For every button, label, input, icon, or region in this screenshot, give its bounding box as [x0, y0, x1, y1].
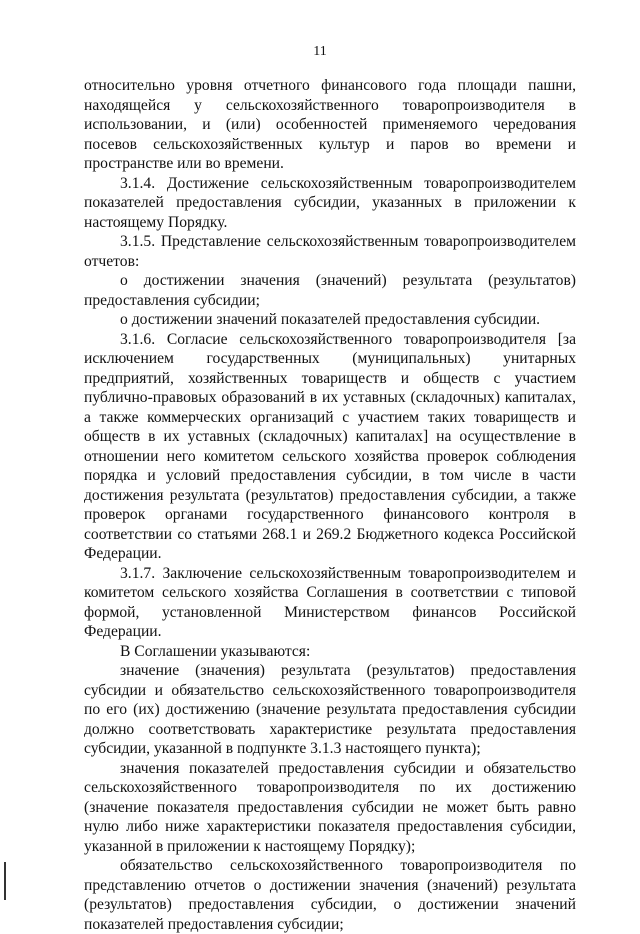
paragraph-agreement-result-value: значение (значения) результата (результатов) предоставления субсидии и обязательство сельскохозяйственного товаропроизводителя по его (их) достижению (значение результата предоставления субсидии должно соответствовать характеристике результата предоставления субсидии, указанной в подпункте 3.1.3 настоящего пункта);: [84, 662, 576, 757]
paragraph-agreement-indicator-values: значения показателей предоставления субсидии и обязательство сельскохозяйственного товаропроизводителя по их достижению (значение показателя предоставления субсидии не может быть равно нулю либо ниже характеристики показателя предоставления субсидии, указанной в приложении к настоящему Порядку);: [84, 759, 576, 855]
paragraph-3-1-7: 3.1.7. Заключение сельскохозяйственным товаропроизводителем и комитетом сельского хозяйства Соглашения в соответствии с типовой формой, установленной Министерством финансов Российской Федерации.: [84, 564, 576, 640]
paragraph-report-indicators: о достижении значений показателей предоставления субсидии.: [120, 311, 541, 328]
paragraph-3-1-6: 3.1.6. Согласие сельскохозяйственного товаропроизводителя [за исключением государственных (муниципальных) унитарных предприятий, хозяйственных товариществ и обществ с участием публично-правовых образований в их уставных (складочных) капиталах, а также коммерческих организаций с участием таких товариществ и обществ в их уставных (складочных) капиталах] на осуществление в отношении него комитетом сельского хозяйства проверок соблюдения порядка и условий предоставления субсидии, в том числе в части достижения результата (результатов) предоставления субсидии, а также проверок органами государственного финансового контроля в соответствии со статьями 268.1 и 269.2 Бюджетного кодекса Российской Федерации.: [84, 330, 576, 562]
paragraph-continuation: относительно уровня отчетного финансового года площади пашни, находящейся у сельскохозяйственного товаропроизводителя в использовании, и (или) особенностей применяемого чередования посевов сельскохозяйственных культур и паров во времени и пространстве или во времени.: [84, 77, 576, 172]
paragraph-agreement-intro: В Соглашении указываются:: [120, 642, 311, 660]
document-body: [84, 76, 576, 934]
paragraph-3-1-5: 3.1.5. Представление сельскохозяйственным товаропроизводителем отчетов:: [84, 233, 576, 270]
page-number: 11: [313, 44, 327, 59]
scan-edge-mark: [4, 862, 6, 900]
paragraph-3-1-4: 3.1.4. Достижение сельскохозяйственным товаропроизводителем показателей предоставления субсидии, указанных в приложении к настоящему Порядку.: [84, 174, 576, 231]
paragraph-agreement-reporting: обязательство сельскохозяйственного товаропроизводителя по представлению отчетов о достижении значения (значений) результата (результатов) предоставления субсидии, о достижении значений показателей предоставления субсидии;: [84, 857, 576, 933]
paragraph-report-result: о достижении значения (значений) результата (результатов) предоставления субсидии;: [84, 272, 576, 309]
